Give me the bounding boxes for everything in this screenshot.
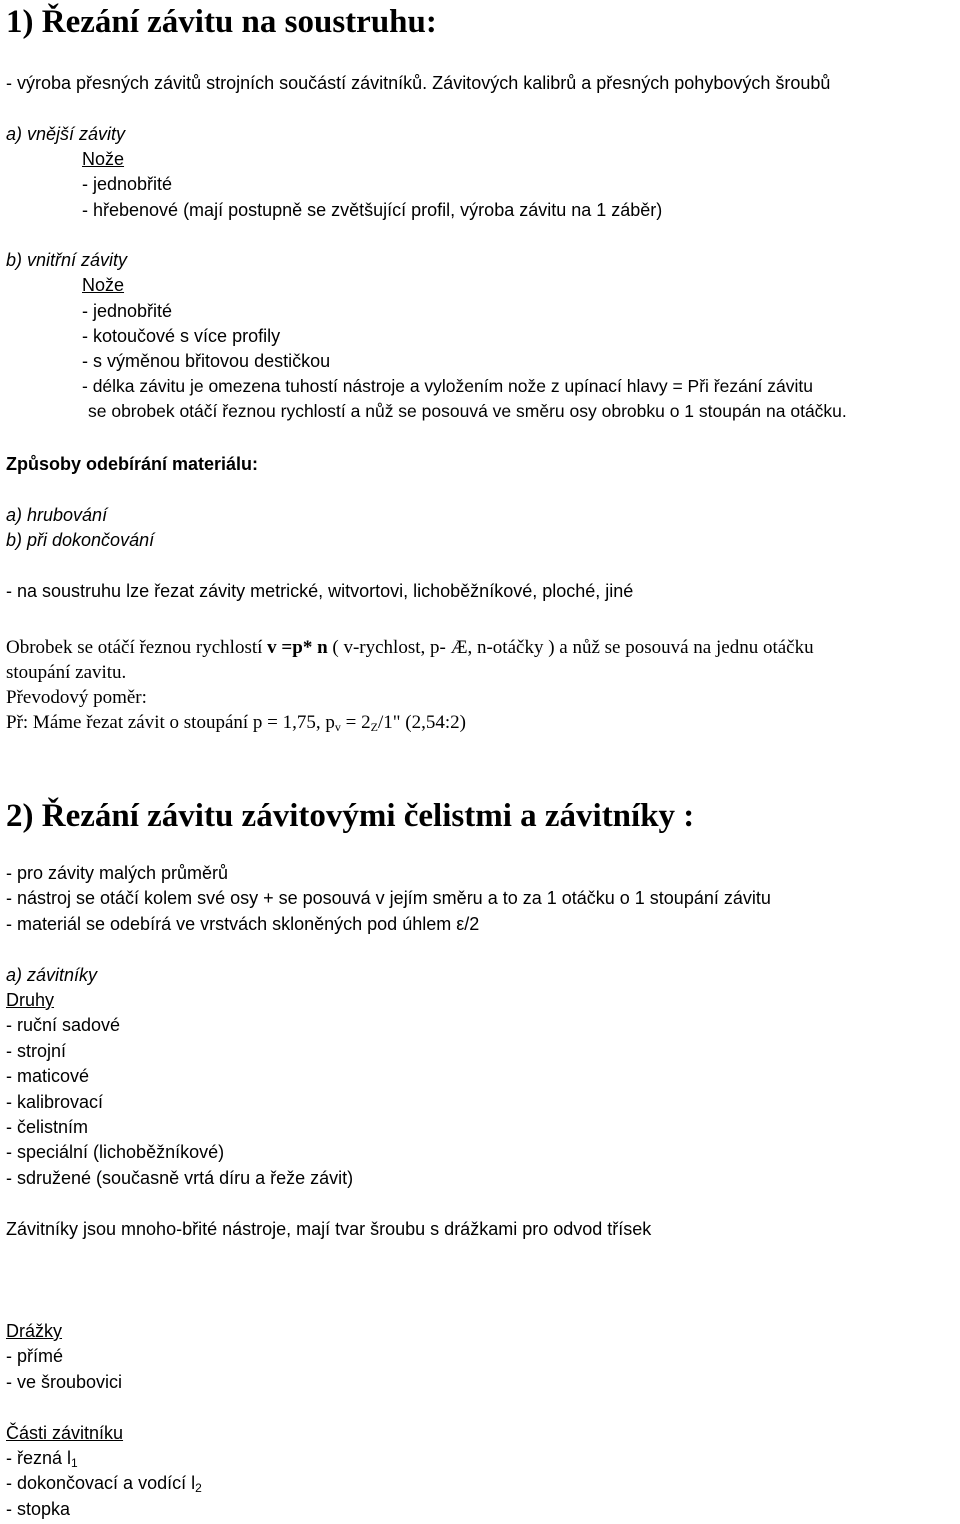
part-item	[6, 1448, 78, 1470]
example-sub-v: v	[334, 720, 341, 734]
types-label: Druhy	[6, 990, 55, 1010]
example-post: /1" (2,54:2)	[377, 712, 466, 733]
section2-bullet: - nástroj se otáčí kolem své osy + se posouvá v jejím směru a to za 1 otáčku o 1 stoupání závitu	[6, 888, 771, 908]
internal-item: se obrobek otáčí řeznou rychlostí a nůž se posouvá ve směru osy obrobku o 1 stoupán na otáčku.	[88, 401, 847, 421]
section2-bullet: - materiál se odebírá ve vrstvách skloněných pod úhlem ε/2	[6, 914, 480, 934]
speed-text-pre: Obrobek se otáčí řeznou rychlostí	[6, 637, 268, 658]
external-item: - hřebenové (mají postupně se zvětšující profil, výroba závitu na 1 záběr)	[82, 200, 663, 220]
external-threads-title: a) vnější závity	[6, 124, 126, 144]
removal-item: b) při dokončování	[6, 530, 155, 550]
part-text: - stopka	[6, 1499, 71, 1519]
groove-item: - přímé	[6, 1346, 64, 1366]
part-item	[6, 1500, 70, 1518]
internal-threads-title: b) vnitřní závity	[6, 250, 128, 270]
part-subscript: 1	[71, 1456, 78, 1470]
type-item: - maticové	[6, 1066, 90, 1086]
external-item: - jednobřité	[82, 174, 173, 194]
part-subscript: 2	[195, 1481, 202, 1495]
type-item: - kalibrovací	[6, 1092, 104, 1112]
external-knives-label: Nože	[82, 149, 125, 169]
internal-item: - kotoučové s více profily	[82, 326, 281, 346]
groove-item: - ve šroubovici	[6, 1372, 123, 1392]
part-text: - řezná l	[6, 1448, 72, 1468]
section1-intro: - výroba přesných závitů strojních součástí závitníků. Závitových kalibrů a přesných pohybových šroubů	[6, 73, 831, 93]
ratio-label: Převodový poměr:	[6, 687, 147, 708]
internal-knives-label: Nože	[82, 275, 125, 295]
part-text: - dokončovací a vodící l	[6, 1473, 196, 1493]
removal-heading: Způsoby odebírání materiálu:	[6, 454, 259, 474]
part-item	[6, 1473, 202, 1495]
type-item: - sdružené (současně vrtá díru a řeže závit)	[6, 1168, 354, 1188]
taps-description: Závitníky jsou mnoho-břité nástroje, mají tvar šroubu s drážkami pro odvod třísek	[6, 1219, 652, 1239]
internal-item: - délka závitu je omezena tuhostí nástroje a vyložením nože z upínací hlavy = Při řezání závitu	[82, 376, 814, 396]
grooves-label: Drážky	[6, 1321, 63, 1341]
example-sub-z: Z	[370, 720, 378, 734]
removal-item: a) hrubování	[6, 505, 108, 525]
type-item: - čelistním	[6, 1117, 89, 1137]
section1-heading: 1) Řezání závitu na soustruhu:	[6, 4, 437, 40]
example-pre: Př: Máme řezat závit o stoupání p = 1,75, p	[6, 712, 335, 733]
internal-item: - jednobřité	[82, 301, 173, 321]
speed-text-post: ( v-rychlost, p- Æ, n-otáčky ) a nůž se posouvá na jednu otáčku	[327, 637, 814, 658]
section2-bullet: - pro závity malých průměrů	[6, 863, 229, 883]
type-item: - speciální (lichoběžníkové)	[6, 1142, 225, 1162]
type-item: - strojní	[6, 1041, 67, 1061]
speed-paragraph	[6, 638, 814, 657]
lathe-note: - na soustruhu lze řezat závity metrické, witvortovi, lichoběžníkové, ploché, jiné	[6, 581, 634, 601]
parts-label: Části závitníku	[6, 1423, 124, 1443]
example-mid: = 2	[340, 712, 371, 733]
taps-title: a) závitníky	[6, 965, 98, 985]
internal-item: - s výměnou břitovou destičkou	[82, 351, 331, 371]
speed-paragraph-line2: stoupání zavitu.	[6, 662, 127, 683]
example-line	[6, 713, 466, 732]
type-item: - ruční sadové	[6, 1015, 121, 1035]
speed-formula: v =p* n	[267, 637, 328, 658]
section2-heading: 2) Řezání závitu závitovými čelistmi a závitníky :	[6, 798, 695, 834]
